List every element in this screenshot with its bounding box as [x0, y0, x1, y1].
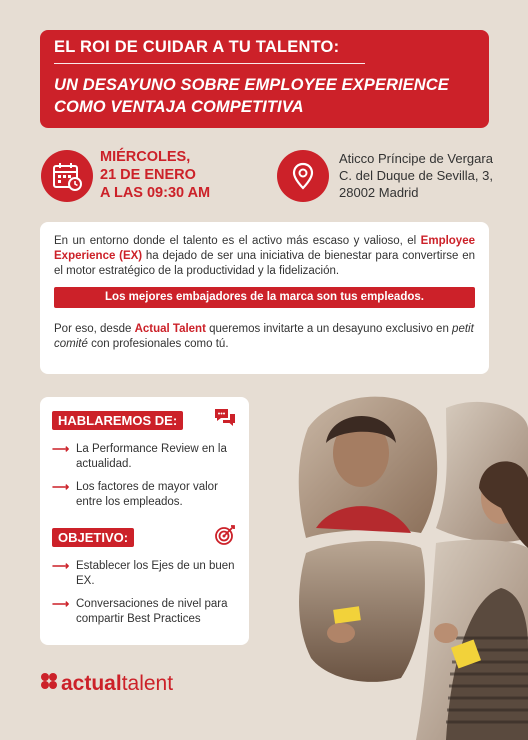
arrow-right-icon: ⟶	[52, 597, 70, 611]
actual-talent-logo	[40, 672, 173, 696]
arrow-right-icon: ⟶	[52, 559, 70, 573]
topic-text: La Performance Review en la actualidad.	[76, 443, 227, 470]
intro-paragraph	[54, 234, 475, 279]
clover-logo-icon	[40, 672, 58, 696]
event-subtitle-line-b: COMO VENTAJA COMPETITIVA	[54, 98, 304, 116]
event-date	[100, 148, 210, 202]
chat-bubbles-icon	[213, 407, 237, 434]
photo-hand-2	[434, 623, 458, 643]
topic-text: Los factores de mayor valor entre los empleados.	[76, 481, 218, 508]
invitation-paragraph	[54, 322, 475, 352]
list-item	[52, 559, 237, 589]
event-time: A LAS 09:30 AM	[100, 185, 211, 201]
location-pin-icon	[277, 150, 329, 202]
venue-name: Aticco Príncipe de Vergara	[339, 151, 493, 166]
invitation-text-mid: queremos invitarte a un desayuno exclusivo en	[205, 323, 453, 335]
arrow-right-icon: ⟶	[52, 442, 70, 456]
logo-text-bold: actual	[61, 672, 122, 695]
photo-collage	[296, 388, 528, 740]
invitation-text-end: con profesionales como tú.	[87, 338, 229, 350]
event-address	[339, 150, 493, 201]
logo-text-rest: talent	[121, 672, 174, 695]
venue-street: C. del Duque de Sevilla, 3,	[339, 168, 493, 183]
event-subtitle	[54, 74, 475, 118]
event-title-box	[40, 30, 489, 128]
list-item	[52, 480, 237, 510]
ambassadors-banner: Los mejores embajadores de la marca son tus empleados.	[54, 287, 475, 308]
calendar-icon	[41, 150, 93, 202]
intro-card	[40, 222, 489, 374]
event-subtitle-line-a: UN DESAYUNO SOBRE EMPLOYEE EXPERIENCE	[54, 76, 449, 94]
list-item	[52, 442, 237, 472]
agenda-card	[40, 397, 249, 645]
petit-comite-italic: petit comité	[54, 323, 474, 350]
list-item	[52, 597, 237, 627]
objective-text: Conversaciones de nivel para compartir Best Practices	[76, 598, 228, 625]
arrow-right-icon: ⟶	[52, 480, 70, 494]
venue-city: 28002 Madrid	[339, 185, 419, 200]
event-day: MIÉRCOLES,	[100, 149, 191, 165]
objective-text: Establecer los Ejes de un buen EX.	[76, 560, 235, 587]
photo-petal-bottom-left	[299, 541, 425, 682]
event-date-value: 21 DE ENERO	[100, 167, 196, 183]
photo-hand-1	[327, 623, 355, 643]
brand-highlight: Actual Talent	[134, 323, 206, 335]
intro-text-end: ha dejado de ser una iniciativa de bienestar para convertirse en el motor estratégico de la productividad y la fidelización.	[54, 250, 475, 277]
invitation-text-start: Por eso, desde	[54, 323, 135, 335]
event-title-line1: EL ROI DE CUIDAR A TU TALENTO:	[54, 38, 365, 64]
topics-title: HABLAREMOS DE:	[52, 411, 183, 430]
intro-text-start: En un entorno donde el talento es el activo más escaso y valioso, el	[54, 235, 421, 247]
target-icon	[213, 524, 237, 551]
ex-highlight: Employee Experience (EX)	[54, 235, 475, 262]
objective-title: OBJETIVO:	[52, 528, 134, 547]
